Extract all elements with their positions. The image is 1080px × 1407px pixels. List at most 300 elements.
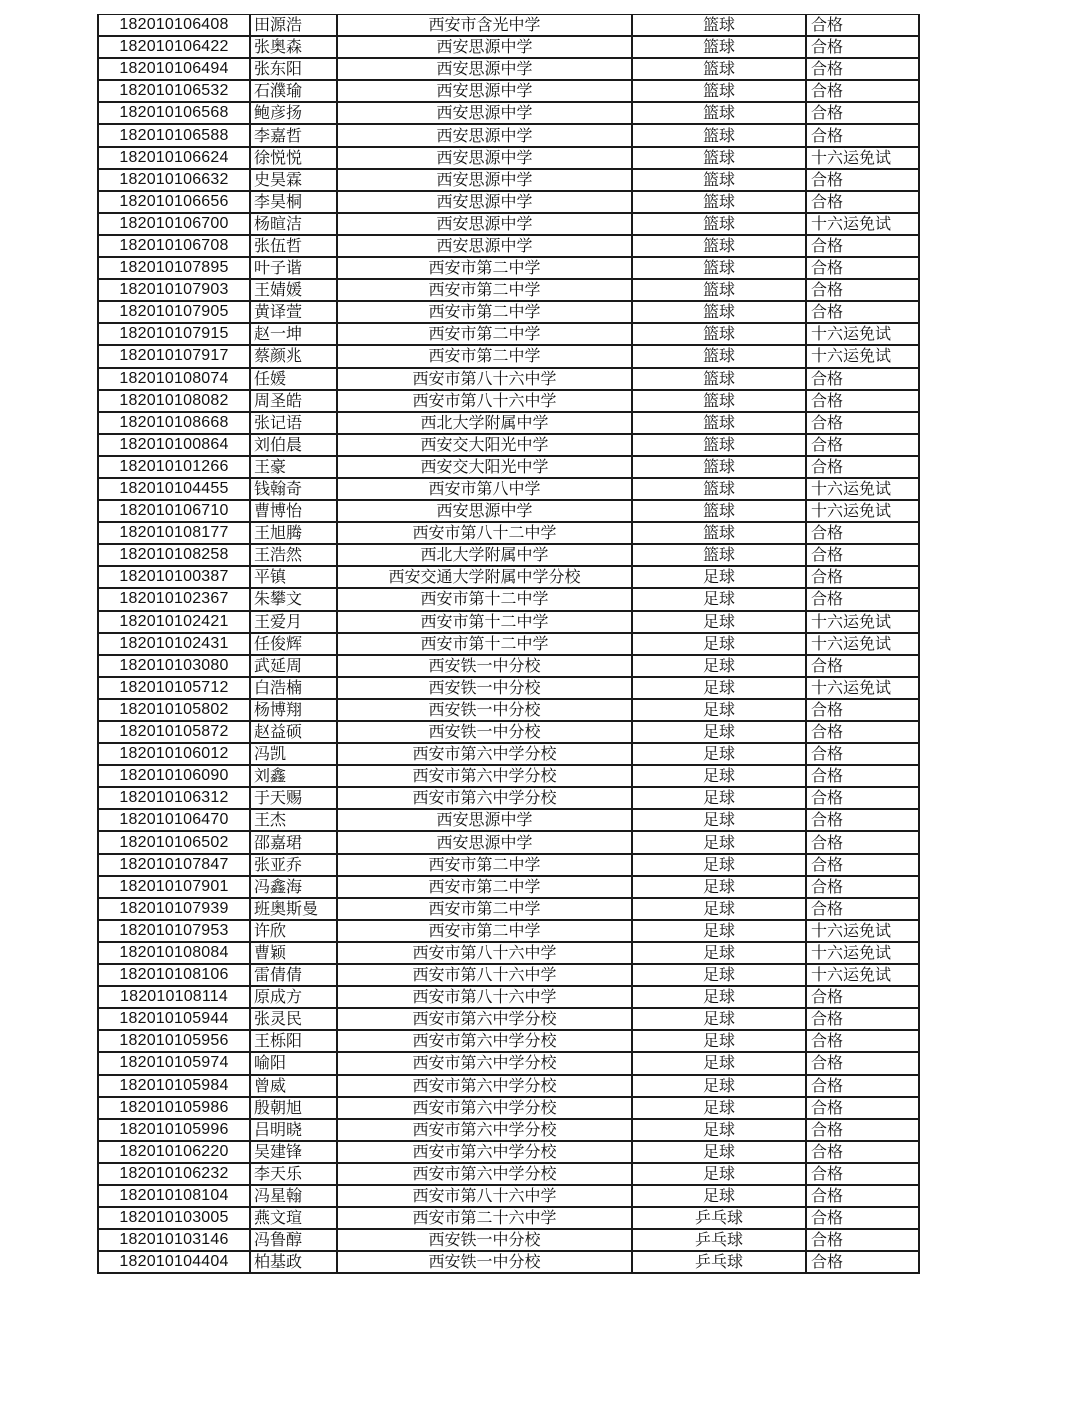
exam-id-cell: 182010108106 bbox=[98, 964, 250, 986]
sport-cell: 足球 bbox=[632, 1008, 806, 1030]
table-row bbox=[98, 36, 919, 58]
school-cell: 西安铁一中分校 bbox=[337, 677, 632, 699]
school-cell: 西安市第六中学分校 bbox=[337, 1030, 632, 1052]
student-name-cell: 李昊桐 bbox=[250, 191, 337, 213]
result-cell: 合格 bbox=[806, 1207, 919, 1229]
student-name-cell: 冯鑫海 bbox=[250, 876, 337, 898]
result-cell: 合格 bbox=[806, 1097, 919, 1119]
result-cell: 合格 bbox=[806, 102, 919, 124]
exam-id-cell: 182010100387 bbox=[98, 566, 250, 588]
exam-id-cell: 182010106312 bbox=[98, 787, 250, 809]
student-name-cell: 于天赐 bbox=[250, 787, 337, 809]
table-row bbox=[98, 257, 919, 279]
table-row bbox=[98, 124, 919, 146]
table-row bbox=[98, 412, 919, 434]
sport-cell: 篮球 bbox=[632, 368, 806, 390]
sport-cell: 足球 bbox=[632, 831, 806, 853]
student-name-cell: 李天乐 bbox=[250, 1163, 337, 1185]
school-cell: 西安思源中学 bbox=[337, 58, 632, 80]
sport-cell: 乒乓球 bbox=[632, 1207, 806, 1229]
student-name-cell: 张奥森 bbox=[250, 36, 337, 58]
result-cell: 十六运免试 bbox=[806, 677, 919, 699]
table-row bbox=[98, 169, 919, 191]
table-row bbox=[98, 434, 919, 456]
result-cell: 合格 bbox=[806, 80, 919, 102]
exam-id-cell: 182010106708 bbox=[98, 235, 250, 257]
student-name-cell: 赵益硕 bbox=[250, 721, 337, 743]
sport-cell: 篮球 bbox=[632, 191, 806, 213]
table-row bbox=[98, 854, 919, 876]
table-row bbox=[98, 279, 919, 301]
result-cell: 合格 bbox=[806, 1075, 919, 1097]
sport-cell: 篮球 bbox=[632, 323, 806, 345]
sport-cell: 足球 bbox=[632, 633, 806, 655]
student-name-cell: 雷倩倩 bbox=[250, 964, 337, 986]
sport-cell: 篮球 bbox=[632, 58, 806, 80]
exam-id-cell: 182010105944 bbox=[98, 1008, 250, 1030]
exam-id-cell: 182010108668 bbox=[98, 412, 250, 434]
result-cell: 合格 bbox=[806, 390, 919, 412]
exam-id-cell: 182010107905 bbox=[98, 301, 250, 323]
school-cell: 西安市第八十六中学 bbox=[337, 964, 632, 986]
result-cell: 合格 bbox=[806, 588, 919, 610]
sport-cell: 足球 bbox=[632, 876, 806, 898]
sport-cell: 篮球 bbox=[632, 345, 806, 367]
exam-id-cell: 182010103080 bbox=[98, 655, 250, 677]
exam-id-cell: 182010106220 bbox=[98, 1141, 250, 1163]
exam-id-cell: 182010108114 bbox=[98, 986, 250, 1008]
sport-cell: 篮球 bbox=[632, 301, 806, 323]
exam-id-cell: 182010106232 bbox=[98, 1163, 250, 1185]
school-cell: 西安市第二中学 bbox=[337, 920, 632, 942]
sport-cell: 篮球 bbox=[632, 80, 806, 102]
table-row bbox=[98, 323, 919, 345]
student-name-cell: 张记语 bbox=[250, 412, 337, 434]
student-name-cell: 平镇 bbox=[250, 566, 337, 588]
table-row bbox=[98, 809, 919, 831]
sport-cell: 足球 bbox=[632, 655, 806, 677]
school-cell: 西安市第六中学分校 bbox=[337, 743, 632, 765]
student-name-cell: 周圣皓 bbox=[250, 390, 337, 412]
result-cell: 合格 bbox=[806, 721, 919, 743]
exam-id-cell: 182010106656 bbox=[98, 191, 250, 213]
student-name-cell: 武延周 bbox=[250, 655, 337, 677]
school-cell: 西安市第八十六中学 bbox=[337, 942, 632, 964]
school-cell: 西安市第二中学 bbox=[337, 257, 632, 279]
school-cell: 西安思源中学 bbox=[337, 147, 632, 169]
table-row bbox=[98, 544, 919, 566]
school-cell: 西安市含光中学 bbox=[337, 15, 632, 37]
table-row bbox=[98, 986, 919, 1008]
school-cell: 西安铁一中分校 bbox=[337, 1251, 632, 1273]
table-row bbox=[98, 677, 919, 699]
student-name-cell: 张东阳 bbox=[250, 58, 337, 80]
student-name-cell: 黄译萱 bbox=[250, 301, 337, 323]
exam-id-cell: 182010106470 bbox=[98, 809, 250, 831]
table-row bbox=[98, 390, 919, 412]
student-name-cell: 杨博翔 bbox=[250, 699, 337, 721]
exam-id-cell: 182010105872 bbox=[98, 721, 250, 743]
school-cell: 西北大学附属中学 bbox=[337, 412, 632, 434]
sport-cell: 足球 bbox=[632, 1052, 806, 1074]
school-cell: 西安市第六中学分校 bbox=[337, 787, 632, 809]
sport-cell: 篮球 bbox=[632, 102, 806, 124]
student-name-cell: 王豪 bbox=[250, 456, 337, 478]
exam-id-cell: 182010106090 bbox=[98, 765, 250, 787]
exam-id-cell: 182010105956 bbox=[98, 1030, 250, 1052]
school-cell: 西安市第六中学分校 bbox=[337, 1075, 632, 1097]
exam-id-cell: 182010106408 bbox=[98, 15, 250, 37]
exam-id-cell: 182010100864 bbox=[98, 434, 250, 456]
sport-cell: 乒乓球 bbox=[632, 1251, 806, 1273]
sport-cell: 足球 bbox=[632, 920, 806, 942]
exam-id-cell: 182010103005 bbox=[98, 1207, 250, 1229]
result-cell: 合格 bbox=[806, 544, 919, 566]
student-name-cell: 张亚乔 bbox=[250, 854, 337, 876]
student-name-cell: 王杰 bbox=[250, 809, 337, 831]
student-name-cell: 曹博怡 bbox=[250, 500, 337, 522]
sport-cell: 篮球 bbox=[632, 213, 806, 235]
result-cell: 十六运免试 bbox=[806, 633, 919, 655]
school-cell: 西安市第六中学分校 bbox=[337, 765, 632, 787]
sport-cell: 篮球 bbox=[632, 235, 806, 257]
exam-id-cell: 182010107895 bbox=[98, 257, 250, 279]
table-row bbox=[98, 964, 919, 986]
result-cell: 合格 bbox=[806, 1030, 919, 1052]
sport-cell: 篮球 bbox=[632, 15, 806, 37]
student-name-cell: 班奥斯曼 bbox=[250, 898, 337, 920]
exam-id-cell: 182010104404 bbox=[98, 1251, 250, 1273]
school-cell: 西安市第六中学分校 bbox=[337, 1097, 632, 1119]
sport-cell: 足球 bbox=[632, 787, 806, 809]
school-cell: 西安市第八十六中学 bbox=[337, 986, 632, 1008]
results-table-body bbox=[98, 15, 919, 1274]
exam-id-cell: 182010101266 bbox=[98, 456, 250, 478]
student-name-cell: 柏基政 bbox=[250, 1251, 337, 1273]
table-row bbox=[98, 301, 919, 323]
table-row bbox=[98, 920, 919, 942]
student-name-cell: 王旭腾 bbox=[250, 522, 337, 544]
result-cell: 合格 bbox=[806, 699, 919, 721]
exam-id-cell: 182010107953 bbox=[98, 920, 250, 942]
sport-cell: 乒乓球 bbox=[632, 1229, 806, 1251]
result-cell: 合格 bbox=[806, 809, 919, 831]
exam-id-cell: 182010107939 bbox=[98, 898, 250, 920]
school-cell: 西安思源中学 bbox=[337, 213, 632, 235]
table-row bbox=[98, 699, 919, 721]
school-cell: 西安市第八中学 bbox=[337, 478, 632, 500]
result-cell: 合格 bbox=[806, 235, 919, 257]
student-name-cell: 许欣 bbox=[250, 920, 337, 942]
table-row bbox=[98, 1185, 919, 1207]
sport-cell: 篮球 bbox=[632, 257, 806, 279]
school-cell: 西安思源中学 bbox=[337, 235, 632, 257]
student-name-cell: 白浩楠 bbox=[250, 677, 337, 699]
table-row bbox=[98, 1030, 919, 1052]
table-row bbox=[98, 611, 919, 633]
school-cell: 西安市第二中学 bbox=[337, 854, 632, 876]
table-row bbox=[98, 831, 919, 853]
school-cell: 西安铁一中分校 bbox=[337, 655, 632, 677]
exam-id-cell: 182010105996 bbox=[98, 1119, 250, 1141]
sport-cell: 篮球 bbox=[632, 500, 806, 522]
student-name-cell: 曾威 bbox=[250, 1075, 337, 1097]
sport-cell: 篮球 bbox=[632, 169, 806, 191]
exam-id-cell: 182010107901 bbox=[98, 876, 250, 898]
sport-cell: 篮球 bbox=[632, 544, 806, 566]
result-cell: 合格 bbox=[806, 36, 919, 58]
exam-id-cell: 182010108074 bbox=[98, 368, 250, 390]
student-name-cell: 史昊霖 bbox=[250, 169, 337, 191]
student-name-cell: 鲍彦扬 bbox=[250, 102, 337, 124]
school-cell: 西安市第八十二中学 bbox=[337, 522, 632, 544]
result-cell: 合格 bbox=[806, 1163, 919, 1185]
result-cell: 合格 bbox=[806, 456, 919, 478]
student-name-cell: 冯鲁醇 bbox=[250, 1229, 337, 1251]
exam-id-cell: 182010102431 bbox=[98, 633, 250, 655]
exam-id-cell: 182010106422 bbox=[98, 36, 250, 58]
school-cell: 西安思源中学 bbox=[337, 169, 632, 191]
school-cell: 西安市第六中学分校 bbox=[337, 1163, 632, 1185]
sport-cell: 足球 bbox=[632, 1119, 806, 1141]
exam-id-cell: 182010108258 bbox=[98, 544, 250, 566]
student-name-cell: 殷朝旭 bbox=[250, 1097, 337, 1119]
table-row bbox=[98, 345, 919, 367]
result-cell: 十六运免试 bbox=[806, 345, 919, 367]
student-name-cell: 田源浩 bbox=[250, 15, 337, 37]
exam-id-cell: 182010106632 bbox=[98, 169, 250, 191]
result-cell: 合格 bbox=[806, 412, 919, 434]
table-row bbox=[98, 1141, 919, 1163]
sport-cell: 篮球 bbox=[632, 279, 806, 301]
student-name-cell: 叶子谐 bbox=[250, 257, 337, 279]
exam-id-cell: 182010105802 bbox=[98, 699, 250, 721]
table-row bbox=[98, 58, 919, 80]
exam-id-cell: 182010108082 bbox=[98, 390, 250, 412]
result-cell: 合格 bbox=[806, 876, 919, 898]
exam-id-cell: 182010107917 bbox=[98, 345, 250, 367]
result-cell: 合格 bbox=[806, 58, 919, 80]
table-row bbox=[98, 478, 919, 500]
sport-cell: 足球 bbox=[632, 611, 806, 633]
student-name-cell: 蔡颜兆 bbox=[250, 345, 337, 367]
result-cell: 合格 bbox=[806, 1141, 919, 1163]
student-name-cell: 李嘉哲 bbox=[250, 124, 337, 146]
table-row bbox=[98, 500, 919, 522]
result-cell: 合格 bbox=[806, 124, 919, 146]
result-cell: 合格 bbox=[806, 169, 919, 191]
sport-cell: 足球 bbox=[632, 1075, 806, 1097]
exam-id-cell: 182010102421 bbox=[98, 611, 250, 633]
sport-cell: 篮球 bbox=[632, 124, 806, 146]
table-row bbox=[98, 80, 919, 102]
exam-id-cell: 182010107915 bbox=[98, 323, 250, 345]
table-row bbox=[98, 1251, 919, 1273]
sport-cell: 足球 bbox=[632, 588, 806, 610]
result-cell: 合格 bbox=[806, 898, 919, 920]
table-row bbox=[98, 456, 919, 478]
sport-cell: 足球 bbox=[632, 942, 806, 964]
sport-cell: 足球 bbox=[632, 986, 806, 1008]
exam-id-cell: 182010106532 bbox=[98, 80, 250, 102]
sport-cell: 篮球 bbox=[632, 456, 806, 478]
exam-id-cell: 182010105974 bbox=[98, 1052, 250, 1074]
result-cell: 十六运免试 bbox=[806, 500, 919, 522]
sport-cell: 足球 bbox=[632, 743, 806, 765]
result-cell: 合格 bbox=[806, 743, 919, 765]
table-row bbox=[98, 566, 919, 588]
exam-id-cell: 182010103146 bbox=[98, 1229, 250, 1251]
result-cell: 十六运免试 bbox=[806, 964, 919, 986]
school-cell: 西安市第二中学 bbox=[337, 345, 632, 367]
student-name-cell: 邵嘉珺 bbox=[250, 831, 337, 853]
student-name-cell: 刘鑫 bbox=[250, 765, 337, 787]
sport-cell: 足球 bbox=[632, 1097, 806, 1119]
sport-cell: 足球 bbox=[632, 964, 806, 986]
school-cell: 西安市第二中学 bbox=[337, 898, 632, 920]
student-name-cell: 冯星翰 bbox=[250, 1185, 337, 1207]
result-cell: 合格 bbox=[806, 257, 919, 279]
result-cell: 合格 bbox=[806, 1185, 919, 1207]
school-cell: 西安市第二中学 bbox=[337, 323, 632, 345]
table-row bbox=[98, 1207, 919, 1229]
student-name-cell: 王婧媛 bbox=[250, 279, 337, 301]
table-row bbox=[98, 588, 919, 610]
table-row bbox=[98, 102, 919, 124]
school-cell: 西安思源中学 bbox=[337, 831, 632, 853]
student-name-cell: 曹颖 bbox=[250, 942, 337, 964]
result-cell: 合格 bbox=[806, 434, 919, 456]
table-row bbox=[98, 1119, 919, 1141]
student-name-cell: 赵一坤 bbox=[250, 323, 337, 345]
exam-id-cell: 182010106012 bbox=[98, 743, 250, 765]
table-row bbox=[98, 1008, 919, 1030]
sport-cell: 足球 bbox=[632, 721, 806, 743]
table-row bbox=[98, 15, 919, 37]
table-row bbox=[98, 1075, 919, 1097]
result-cell: 合格 bbox=[806, 301, 919, 323]
result-cell: 十六运免试 bbox=[806, 323, 919, 345]
student-name-cell: 王栎阳 bbox=[250, 1030, 337, 1052]
exam-id-cell: 182010106710 bbox=[98, 500, 250, 522]
result-cell: 合格 bbox=[806, 1119, 919, 1141]
school-cell: 西安铁一中分校 bbox=[337, 699, 632, 721]
result-cell: 十六运免试 bbox=[806, 920, 919, 942]
table-row bbox=[98, 235, 919, 257]
sport-cell: 足球 bbox=[632, 1163, 806, 1185]
student-name-cell: 钱翰奇 bbox=[250, 478, 337, 500]
exam-id-cell: 182010102367 bbox=[98, 588, 250, 610]
student-name-cell: 徐悦悦 bbox=[250, 147, 337, 169]
student-name-cell: 王爱月 bbox=[250, 611, 337, 633]
student-name-cell: 刘伯晨 bbox=[250, 434, 337, 456]
result-cell: 合格 bbox=[806, 191, 919, 213]
sport-cell: 足球 bbox=[632, 1030, 806, 1052]
result-cell: 合格 bbox=[806, 15, 919, 37]
exam-id-cell: 182010106624 bbox=[98, 147, 250, 169]
result-cell: 合格 bbox=[806, 566, 919, 588]
school-cell: 西安市第八十六中学 bbox=[337, 368, 632, 390]
sport-cell: 篮球 bbox=[632, 147, 806, 169]
table-row bbox=[98, 368, 919, 390]
exam-id-cell: 182010106700 bbox=[98, 213, 250, 235]
result-cell: 十六运免试 bbox=[806, 213, 919, 235]
school-cell: 西安市第二中学 bbox=[337, 279, 632, 301]
result-cell: 合格 bbox=[806, 787, 919, 809]
sport-cell: 篮球 bbox=[632, 522, 806, 544]
school-cell: 西安市第十二中学 bbox=[337, 633, 632, 655]
school-cell: 西安铁一中分校 bbox=[337, 1229, 632, 1251]
table-row bbox=[98, 655, 919, 677]
school-cell: 西安市第二中学 bbox=[337, 876, 632, 898]
student-name-cell: 杨暄洁 bbox=[250, 213, 337, 235]
table-row bbox=[98, 213, 919, 235]
sport-cell: 足球 bbox=[632, 566, 806, 588]
result-cell: 合格 bbox=[806, 655, 919, 677]
sport-cell: 足球 bbox=[632, 765, 806, 787]
result-cell: 合格 bbox=[806, 1008, 919, 1030]
sport-cell: 篮球 bbox=[632, 434, 806, 456]
result-cell: 合格 bbox=[806, 1251, 919, 1273]
student-name-cell: 张灵民 bbox=[250, 1008, 337, 1030]
table-row bbox=[98, 743, 919, 765]
result-cell: 合格 bbox=[806, 1052, 919, 1074]
student-name-cell: 王浩然 bbox=[250, 544, 337, 566]
table-row bbox=[98, 1052, 919, 1074]
school-cell: 西安市第十二中学 bbox=[337, 611, 632, 633]
exam-id-cell: 182010108084 bbox=[98, 942, 250, 964]
table-row bbox=[98, 147, 919, 169]
exam-id-cell: 182010106568 bbox=[98, 102, 250, 124]
school-cell: 西安思源中学 bbox=[337, 36, 632, 58]
result-cell: 十六运免试 bbox=[806, 147, 919, 169]
table-row bbox=[98, 942, 919, 964]
result-cell: 合格 bbox=[806, 765, 919, 787]
student-name-cell: 朱攀文 bbox=[250, 588, 337, 610]
school-cell: 西安市第八十六中学 bbox=[337, 1185, 632, 1207]
exam-id-cell: 182010106502 bbox=[98, 831, 250, 853]
student-name-cell: 任俊辉 bbox=[250, 633, 337, 655]
school-cell: 西安思源中学 bbox=[337, 809, 632, 831]
exam-id-cell: 182010107903 bbox=[98, 279, 250, 301]
result-cell: 合格 bbox=[806, 522, 919, 544]
exam-id-cell: 182010105712 bbox=[98, 677, 250, 699]
student-name-cell: 原成方 bbox=[250, 986, 337, 1008]
sport-cell: 足球 bbox=[632, 1185, 806, 1207]
result-cell: 十六运免试 bbox=[806, 611, 919, 633]
sport-cell: 篮球 bbox=[632, 390, 806, 412]
result-cell: 合格 bbox=[806, 831, 919, 853]
result-cell: 合格 bbox=[806, 986, 919, 1008]
exam-id-cell: 182010105984 bbox=[98, 1075, 250, 1097]
sport-cell: 篮球 bbox=[632, 478, 806, 500]
school-cell: 西安市第二十六中学 bbox=[337, 1207, 632, 1229]
sport-cell: 篮球 bbox=[632, 412, 806, 434]
school-cell: 西安思源中学 bbox=[337, 124, 632, 146]
table-row bbox=[98, 1163, 919, 1185]
table-row bbox=[98, 1229, 919, 1251]
school-cell: 西安思源中学 bbox=[337, 102, 632, 124]
school-cell: 西安市第八十六中学 bbox=[337, 390, 632, 412]
exam-id-cell: 182010105986 bbox=[98, 1097, 250, 1119]
exam-id-cell: 182010108104 bbox=[98, 1185, 250, 1207]
table-row bbox=[98, 1097, 919, 1119]
school-cell: 西安市第六中学分校 bbox=[337, 1141, 632, 1163]
school-cell: 西安思源中学 bbox=[337, 80, 632, 102]
sport-cell: 足球 bbox=[632, 699, 806, 721]
student-name-cell: 冯凯 bbox=[250, 743, 337, 765]
sport-cell: 篮球 bbox=[632, 36, 806, 58]
